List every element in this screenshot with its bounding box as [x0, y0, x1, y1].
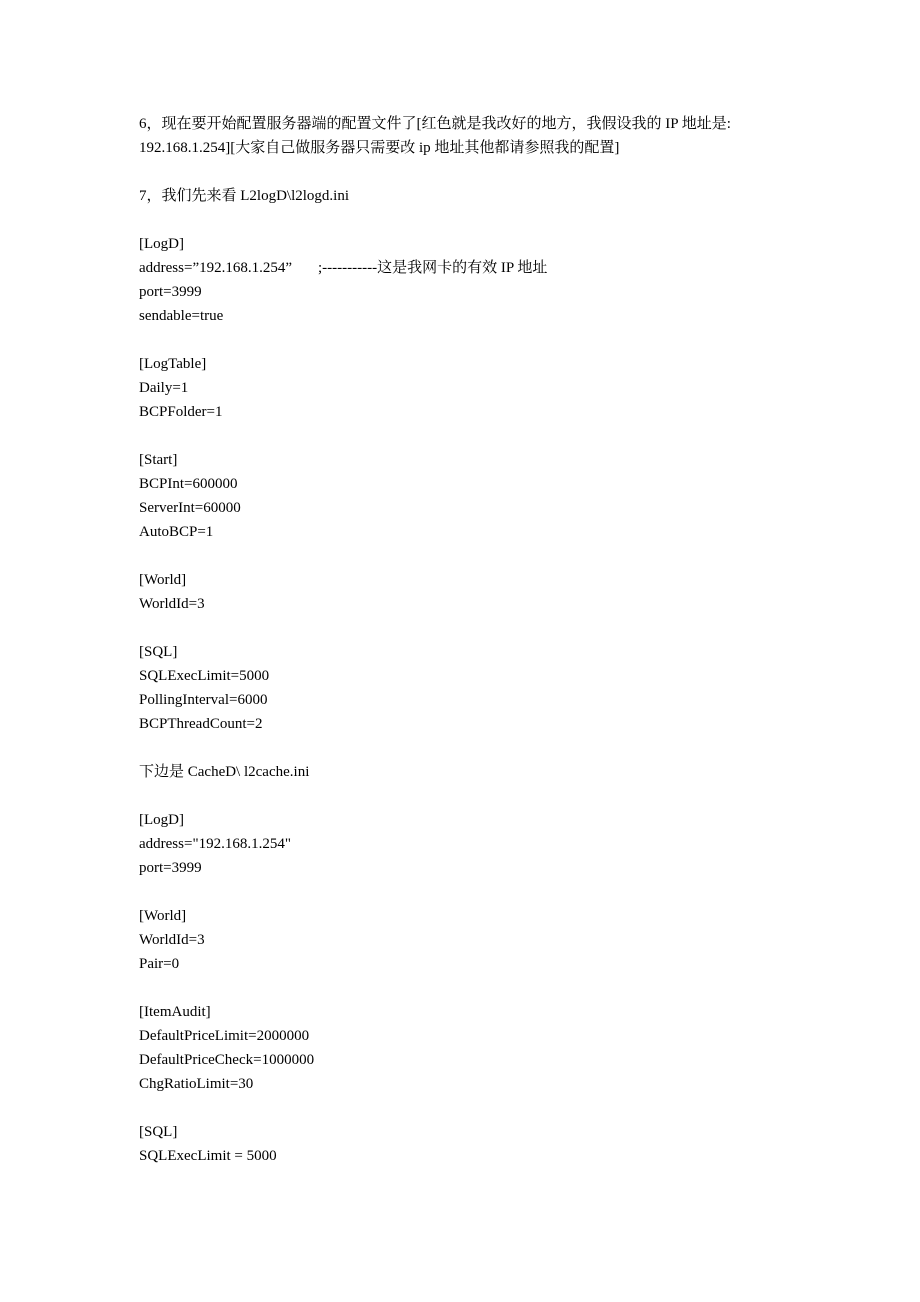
l2logd-sql-section: [SQL]: [139, 644, 178, 660]
l2cache-itemaudit-section: [ItemAudit]: [139, 1004, 211, 1020]
l2logd-world-section: [World]: [139, 572, 187, 588]
step6-line-1: 6，现在要开始配置服务器端的配置文件了[红色就是我改好的地方，我假设我的 IP 地址是:: [139, 116, 731, 132]
l2logd-port: port=3999: [139, 284, 202, 300]
l2cache-defaultpricelimit: DefaultPriceLimit=2000000: [139, 1028, 310, 1044]
l2logd-worldid: WorldId=3: [139, 596, 205, 612]
l2logd-address: address=”192.168.1.254”: [139, 260, 293, 276]
l2cache-logd-section: [LogD]: [139, 812, 184, 828]
l2logd-bcpthreadcount: BCPThreadCount=2: [139, 716, 263, 732]
l2cache-chgratiolimit: ChgRatioLimit=30: [139, 1076, 254, 1092]
l2cache-worldid: WorldId=3: [139, 932, 205, 948]
l2cache-port: port=3999: [139, 860, 202, 876]
l2cache-address: address="192.168.1.254": [139, 836, 291, 852]
l2cache-sql-section: [SQL]: [139, 1124, 178, 1140]
l2logd-logd-section: [LogD]: [139, 236, 184, 252]
l2logd-bcpfolder: BCPFolder=1: [139, 404, 223, 420]
l2logd-start-section: [Start]: [139, 452, 178, 468]
document-page: [139, 112, 819, 1168]
step6-line-2: 192.168.1.254][大家自己做服务器只需要改 ip 地址其他都请参照我的配置]: [139, 140, 620, 156]
l2cache-world-section: [World]: [139, 908, 187, 924]
l2cache-pair: Pair=0: [139, 956, 180, 972]
l2cache-sqlexeclimit: SQLExecLimit = 5000: [139, 1148, 277, 1164]
l2logd-address-comment: ;-----------这是我网卡的有效 IP 地址: [318, 260, 548, 276]
l2logd-sqlexeclimit: SQLExecLimit=5000: [139, 668, 270, 684]
cache-intro: 下边是 CacheD\ l2cache.ini: [139, 764, 310, 780]
l2cache-defaultpricecheck: DefaultPriceCheck=1000000: [139, 1052, 315, 1068]
l2logd-autobcp: AutoBCP=1: [139, 524, 214, 540]
step7-heading: 7，我们先来看 L2logD\l2logd.ini: [139, 188, 350, 204]
l2logd-address-line: [139, 256, 819, 280]
l2logd-serverint: ServerInt=60000: [139, 500, 241, 516]
l2logd-sendable: sendable=true: [139, 308, 224, 324]
l2logd-daily: Daily=1: [139, 380, 189, 396]
l2logd-pollinginterval: PollingInterval=6000: [139, 692, 268, 708]
l2logd-logtable-section: [LogTable]: [139, 356, 207, 372]
l2logd-bcpint: BCPInt=600000: [139, 476, 238, 492]
